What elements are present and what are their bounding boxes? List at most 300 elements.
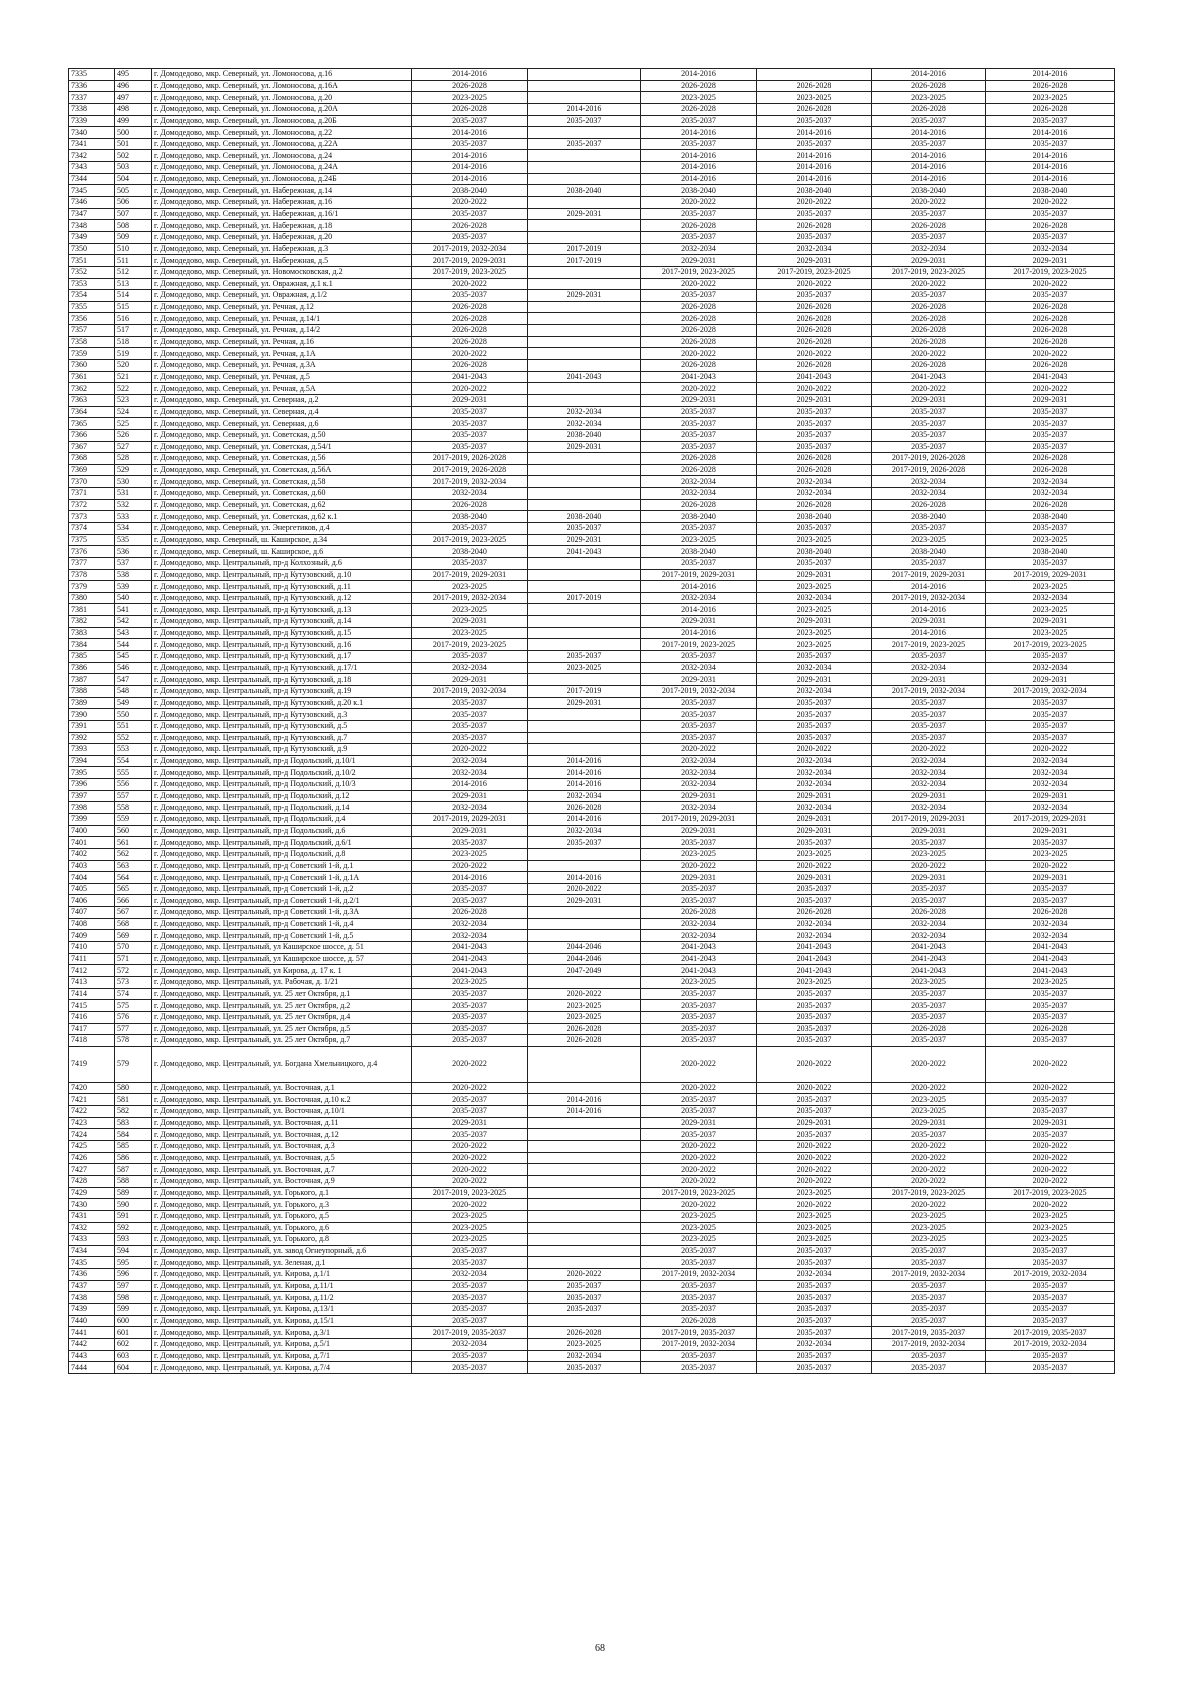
cell-row-index: 7335 [69, 69, 115, 81]
cell-period-2: 2014-2016 [528, 779, 641, 791]
cell-period-3: 2017-2019, 2029-2031 [641, 569, 757, 581]
cell-address: г. Домодедово, мкр. Центральный, ул. Горького, д.8 [152, 1234, 412, 1246]
cell-period-6: 2041-2043 [986, 953, 1115, 965]
cell-period-4: 2023-2025 [757, 1187, 872, 1199]
cell-period-4: 2026-2028 [757, 220, 872, 232]
cell-period-4: 2020-2022 [757, 1152, 872, 1164]
table-row [69, 685, 1115, 697]
cell-row-number: 555 [115, 767, 152, 779]
cell-period-3: 2035-2037 [641, 1245, 757, 1257]
cell-row-index: 7428 [69, 1175, 115, 1187]
cell-address: г. Домодедово, мкр. Центральный, ул. Горького, д.6 [152, 1222, 412, 1234]
cell-row-index: 7385 [69, 651, 115, 663]
cell-period-3: 2017-2019, 2035-2037 [641, 1327, 757, 1339]
cell-period-4: 2020-2022 [757, 278, 872, 290]
table-row [69, 1141, 1115, 1153]
cell-period-5: 2032-2034 [872, 779, 986, 791]
cell-row-index: 7427 [69, 1164, 115, 1176]
table-row [69, 907, 1115, 919]
cell-address: г. Домодедово, мкр. Северный, ул. Новомосковская, д.2 [152, 266, 412, 278]
cell-period-1: 2035-2037 [412, 837, 528, 849]
cell-period-3: 2041-2043 [641, 371, 757, 383]
table-row [69, 1245, 1115, 1257]
table-row [69, 394, 1115, 406]
cell-period-4: 2035-2037 [757, 1000, 872, 1012]
cell-period-2 [528, 1129, 641, 1141]
cell-period-1: 2032-2034 [412, 802, 528, 814]
cell-period-5: 2035-2037 [872, 1280, 986, 1292]
cell-period-2: 2035-2037 [528, 1362, 641, 1374]
cell-period-2 [528, 557, 641, 569]
cell-row-number: 531 [115, 488, 152, 500]
cell-period-6: 2035-2037 [986, 1257, 1115, 1269]
cell-period-5: 2014-2016 [872, 150, 986, 162]
cell-address: г. Домодедово, мкр. Центральный, ул. Горького, д.5 [152, 1210, 412, 1222]
cell-period-2: 2026-2028 [528, 802, 641, 814]
cell-period-3: 2038-2040 [641, 511, 757, 523]
cell-period-1: 2026-2028 [412, 301, 528, 313]
cell-period-5: 2032-2034 [872, 918, 986, 930]
cell-row-number: 522 [115, 383, 152, 395]
cell-period-6: 2017-2019, 2032-2034 [986, 1269, 1115, 1281]
cell-period-3: 2020-2022 [641, 383, 757, 395]
cell-row-index: 7383 [69, 627, 115, 639]
cell-period-3: 2017-2019, 2023-2025 [641, 639, 757, 651]
cell-period-2: 2035-2037 [528, 651, 641, 663]
cell-period-2 [528, 1152, 641, 1164]
cell-period-6: 2041-2043 [986, 942, 1115, 954]
cell-period-6: 2026-2028 [986, 907, 1115, 919]
cell-address: г. Домодедово, мкр. Центральный, пр-д Кутузовский, д.9 [152, 744, 412, 756]
cell-row-index: 7361 [69, 371, 115, 383]
cell-period-2: 2026-2028 [528, 1023, 641, 1035]
cell-period-1: 2035-2037 [412, 208, 528, 220]
cell-period-2 [528, 616, 641, 628]
cell-period-5: 2023-2025 [872, 1234, 986, 1246]
cell-period-4: 2035-2037 [757, 732, 872, 744]
cell-row-number: 570 [115, 942, 152, 954]
cell-period-1: 2035-2037 [412, 1315, 528, 1327]
cell-period-5: 2035-2037 [872, 651, 986, 663]
cell-period-6: 2023-2025 [986, 627, 1115, 639]
cell-period-5: 2014-2016 [872, 127, 986, 139]
cell-period-1: 2017-2019, 2029-2031 [412, 569, 528, 581]
cell-address: г. Домодедово, мкр. Северный, ул. Ломоносова, д.24Б [152, 173, 412, 185]
cell-period-6: 2029-2031 [986, 790, 1115, 802]
cell-period-6: 2026-2028 [986, 453, 1115, 465]
table-row [69, 848, 1115, 860]
cell-period-5: 2017-2019, 2032-2034 [872, 592, 986, 604]
cell-period-1: 2035-2037 [412, 1011, 528, 1023]
cell-address: г. Домодедово, мкр. Центральный, пр-д Кутузовский, д.17/1 [152, 662, 412, 674]
cell-row-number: 581 [115, 1094, 152, 1106]
cell-period-4: 2020-2022 [757, 1175, 872, 1187]
cell-row-index: 7342 [69, 150, 115, 162]
cell-row-number: 540 [115, 592, 152, 604]
cell-period-1: 2035-2037 [412, 1094, 528, 1106]
cell-row-number: 518 [115, 336, 152, 348]
cell-period-1: 2041-2043 [412, 942, 528, 954]
cell-period-2 [528, 313, 641, 325]
cell-row-number: 587 [115, 1164, 152, 1176]
cell-period-2: 2029-2031 [528, 534, 641, 546]
cell-period-3: 2032-2034 [641, 662, 757, 674]
cell-row-index: 7353 [69, 278, 115, 290]
cell-period-2: 2047-2049 [528, 965, 641, 977]
cell-period-1: 2026-2028 [412, 220, 528, 232]
cell-period-2 [528, 301, 641, 313]
cell-period-2: 2023-2025 [528, 1000, 641, 1012]
cell-period-6: 2017-2019, 2023-2025 [986, 266, 1115, 278]
cell-period-3: 2035-2037 [641, 720, 757, 732]
cell-period-3: 2020-2022 [641, 1046, 757, 1082]
cell-period-1: 2032-2034 [412, 1269, 528, 1281]
cell-period-4: 2023-2025 [757, 1222, 872, 1234]
cell-period-5: 2020-2022 [872, 1199, 986, 1211]
cell-period-4: 2026-2028 [757, 499, 872, 511]
cell-row-index: 7399 [69, 814, 115, 826]
cell-address: г. Домодедово, мкр. Центральный, ул. 25 лет Октября, д.1 [152, 988, 412, 1000]
cell-period-1: 2035-2037 [412, 522, 528, 534]
cell-period-6: 2032-2034 [986, 802, 1115, 814]
cell-row-index: 7369 [69, 464, 115, 476]
cell-period-4: 2035-2037 [757, 522, 872, 534]
cell-address: г. Домодедово, мкр. Центральный, пр-д Советский 1-й, д.3А [152, 907, 412, 919]
cell-period-2: 2026-2028 [528, 1035, 641, 1047]
cell-period-6: 2020-2022 [986, 278, 1115, 290]
cell-period-1: 2038-2040 [412, 546, 528, 558]
cell-period-2: 2044-2046 [528, 942, 641, 954]
cell-period-6: 2035-2037 [986, 732, 1115, 744]
cell-period-5: 2017-2019, 2029-2031 [872, 814, 986, 826]
cell-row-number: 589 [115, 1187, 152, 1199]
cell-period-2 [528, 499, 641, 511]
table-row [69, 569, 1115, 581]
cell-row-index: 7406 [69, 895, 115, 907]
cell-address: г. Домодедово, мкр. Северный, ул. Речная, д.1А [152, 348, 412, 360]
cell-address: г. Домодедово, мкр. Северный, ул. Ломоносова, д.20 [152, 92, 412, 104]
cell-row-index: 7444 [69, 1362, 115, 1374]
cell-row-index: 7422 [69, 1106, 115, 1118]
cell-period-2 [528, 1222, 641, 1234]
table-row [69, 1303, 1115, 1315]
cell-period-5: 2035-2037 [872, 1129, 986, 1141]
cell-address: г. Домодедово, мкр. Центральный, пр-д Советский 1-й, д.4 [152, 918, 412, 930]
cell-period-1: 2014-2016 [412, 872, 528, 884]
cell-period-1: 2023-2025 [412, 1234, 528, 1246]
table-row [69, 755, 1115, 767]
cell-period-2 [528, 266, 641, 278]
cell-row-number: 590 [115, 1199, 152, 1211]
cell-period-5: 2014-2016 [872, 627, 986, 639]
cell-period-5: 2035-2037 [872, 1292, 986, 1304]
cell-period-5: 2035-2037 [872, 1303, 986, 1315]
cell-row-number: 562 [115, 848, 152, 860]
cell-period-6: 2020-2022 [986, 744, 1115, 756]
cell-period-3: 2035-2037 [641, 1350, 757, 1362]
cell-period-4: 2035-2037 [757, 406, 872, 418]
cell-row-index: 7437 [69, 1280, 115, 1292]
cell-period-6: 2035-2037 [986, 651, 1115, 663]
cell-period-2: 2029-2031 [528, 208, 641, 220]
cell-row-number: 577 [115, 1023, 152, 1035]
cell-period-3: 2035-2037 [641, 1011, 757, 1023]
cell-row-index: 7431 [69, 1210, 115, 1222]
cell-address: г. Домодедово, мкр. Центральный, пр-д Подольский, д.4 [152, 814, 412, 826]
cell-period-3: 2032-2034 [641, 488, 757, 500]
cell-period-4: 2035-2037 [757, 1257, 872, 1269]
cell-row-index: 7413 [69, 976, 115, 988]
cell-period-4: 2032-2034 [757, 767, 872, 779]
cell-period-2: 2032-2034 [528, 418, 641, 430]
cell-period-6: 2035-2037 [986, 1011, 1115, 1023]
cell-period-6: 2032-2034 [986, 918, 1115, 930]
cell-period-3: 2026-2028 [641, 464, 757, 476]
cell-period-1: 2014-2016 [412, 173, 528, 185]
cell-period-1: 2041-2043 [412, 965, 528, 977]
cell-period-4: 2023-2025 [757, 1234, 872, 1246]
table-row [69, 872, 1115, 884]
cell-period-4: 2035-2037 [757, 429, 872, 441]
cell-period-5: 2035-2037 [872, 441, 986, 453]
cell-row-number: 519 [115, 348, 152, 360]
table-row [69, 1046, 1115, 1082]
cell-period-3: 2026-2028 [641, 336, 757, 348]
cell-period-5: 2035-2037 [872, 1350, 986, 1362]
cell-row-number: 566 [115, 895, 152, 907]
cell-row-index: 7368 [69, 453, 115, 465]
cell-period-1: 2035-2037 [412, 429, 528, 441]
cell-period-3: 2035-2037 [641, 837, 757, 849]
cell-period-3: 2026-2028 [641, 325, 757, 337]
table-row [69, 92, 1115, 104]
cell-period-6: 2023-2025 [986, 581, 1115, 593]
cell-period-4: 2038-2040 [757, 185, 872, 197]
table-row [69, 860, 1115, 872]
cell-address: г. Домодедово, мкр. Центральный, ул. Восточная, д.5 [152, 1152, 412, 1164]
cell-address: г. Домодедово, мкр. Северный, ул. Ломоносова, д.16А [152, 80, 412, 92]
cell-period-4: 2038-2040 [757, 546, 872, 558]
table-row [69, 965, 1115, 977]
cell-period-2 [528, 1199, 641, 1211]
cell-period-3: 2035-2037 [641, 522, 757, 534]
cell-period-5: 2032-2034 [872, 767, 986, 779]
cell-address: г. Домодедово, мкр. Центральный, ул. Кирова, д.11/2 [152, 1292, 412, 1304]
cell-period-2 [528, 278, 641, 290]
cell-period-3: 2029-2031 [641, 1117, 757, 1129]
cell-row-index: 7362 [69, 383, 115, 395]
cell-row-number: 520 [115, 360, 152, 372]
cell-period-4: 2035-2037 [757, 231, 872, 243]
cell-period-5: 2029-2031 [872, 1117, 986, 1129]
cell-period-6: 2026-2028 [986, 103, 1115, 115]
cell-period-5: 2029-2031 [872, 674, 986, 686]
cell-row-number: 554 [115, 755, 152, 767]
cell-period-1: 2035-2037 [412, 115, 528, 127]
cell-period-4: 2035-2037 [757, 557, 872, 569]
cell-period-6: 2026-2028 [986, 1023, 1115, 1035]
cell-row-number: 535 [115, 534, 152, 546]
cell-period-1: 2026-2028 [412, 325, 528, 337]
cell-period-3: 2032-2034 [641, 930, 757, 942]
cell-period-2: 2020-2022 [528, 1269, 641, 1281]
cell-period-1: 2041-2043 [412, 953, 528, 965]
cell-period-1: 2020-2022 [412, 197, 528, 209]
cell-period-6: 2020-2022 [986, 1175, 1115, 1187]
cell-period-1: 2020-2022 [412, 860, 528, 872]
table-row [69, 604, 1115, 616]
cell-period-6: 2038-2040 [986, 546, 1115, 558]
table-row [69, 534, 1115, 546]
cell-period-4: 2035-2037 [757, 1106, 872, 1118]
cell-row-number: 571 [115, 953, 152, 965]
cell-address: г. Домодедово, мкр. Центральный, ул. Кирова, д.11/1 [152, 1280, 412, 1292]
cell-row-index: 7357 [69, 325, 115, 337]
cell-row-number: 600 [115, 1315, 152, 1327]
cell-row-number: 550 [115, 709, 152, 721]
table-row [69, 243, 1115, 255]
cell-row-number: 548 [115, 685, 152, 697]
cell-period-3: 2026-2028 [641, 301, 757, 313]
cell-period-5: 2029-2031 [872, 616, 986, 628]
cell-period-3: 2017-2019, 2023-2025 [641, 1187, 757, 1199]
cell-address: г. Домодедово, мкр. Центральный, пр-д Подольский, д.12 [152, 790, 412, 802]
table-row [69, 127, 1115, 139]
table-row [69, 406, 1115, 418]
cell-row-number: 542 [115, 616, 152, 628]
cell-period-6: 2032-2034 [986, 767, 1115, 779]
cell-period-2: 2032-2034 [528, 790, 641, 802]
cell-row-index: 7388 [69, 685, 115, 697]
cell-period-4: 2035-2037 [757, 1303, 872, 1315]
table-row [69, 1280, 1115, 1292]
cell-address: г. Домодедово, мкр. Центральный, ул. 25 лет Октября, д.7 [152, 1035, 412, 1047]
cell-period-3: 2026-2028 [641, 1315, 757, 1327]
cell-row-index: 7381 [69, 604, 115, 616]
cell-row-number: 496 [115, 80, 152, 92]
table-row [69, 313, 1115, 325]
cell-period-2 [528, 150, 641, 162]
cell-row-index: 7358 [69, 336, 115, 348]
cell-row-index: 7338 [69, 103, 115, 115]
table-row [69, 837, 1115, 849]
cell-period-6: 2035-2037 [986, 1129, 1115, 1141]
cell-row-number: 516 [115, 313, 152, 325]
table-row [69, 453, 1115, 465]
cell-row-index: 7409 [69, 930, 115, 942]
cell-address: г. Домодедово, мкр. Северный, ул. Ломоносова, д.24А [152, 162, 412, 174]
cell-address: г. Домодедово, мкр. Северный, ул. Набережная, д.20 [152, 231, 412, 243]
cell-row-index: 7418 [69, 1035, 115, 1047]
cell-address: г. Домодедово, мкр. Северный, ул. Ломоносова, д.22А [152, 138, 412, 150]
cell-row-number: 601 [115, 1327, 152, 1339]
table-row [69, 1164, 1115, 1176]
cell-row-index: 7417 [69, 1023, 115, 1035]
cell-period-1: 2035-2037 [412, 988, 528, 1000]
cell-period-5: 2020-2022 [872, 1152, 986, 1164]
cell-period-1: 2029-2031 [412, 674, 528, 686]
table-row [69, 1338, 1115, 1350]
cell-period-6: 2023-2025 [986, 92, 1115, 104]
cell-row-number: 574 [115, 988, 152, 1000]
cell-period-3: 2035-2037 [641, 1257, 757, 1269]
cell-period-5: 2017-2019, 2029-2031 [872, 569, 986, 581]
cell-period-1: 2035-2037 [412, 1245, 528, 1257]
cell-period-1: 2014-2016 [412, 69, 528, 81]
cell-row-number: 536 [115, 546, 152, 558]
cell-period-6: 2029-2031 [986, 255, 1115, 267]
cell-period-4: 2029-2031 [757, 616, 872, 628]
table-row [69, 301, 1115, 313]
table-row [69, 220, 1115, 232]
cell-period-1: 2017-2019, 2026-2028 [412, 453, 528, 465]
cell-address: г. Домодедово, мкр. Центральный, ул. Кирова, д.7/1 [152, 1350, 412, 1362]
cell-period-2 [528, 197, 641, 209]
cell-period-4 [757, 69, 872, 81]
cell-period-2 [528, 173, 641, 185]
cell-period-5: 2035-2037 [872, 1000, 986, 1012]
cell-address: г. Домодедово, мкр. Центральный, пр-д Кутузовский, д.10 [152, 569, 412, 581]
cell-period-3: 2029-2031 [641, 872, 757, 884]
cell-address: г. Домодедово, мкр. Центральный, пр-д Подольский, д.8 [152, 848, 412, 860]
cell-period-3: 2026-2028 [641, 313, 757, 325]
cell-period-3: 2026-2028 [641, 907, 757, 919]
cell-period-2: 2035-2037 [528, 1292, 641, 1304]
cell-period-4: 2035-2037 [757, 651, 872, 663]
table-row [69, 592, 1115, 604]
cell-period-1: 2023-2025 [412, 1222, 528, 1234]
cell-row-number: 507 [115, 208, 152, 220]
table-row [69, 1175, 1115, 1187]
cell-period-5: 2038-2040 [872, 511, 986, 523]
cell-row-index: 7356 [69, 313, 115, 325]
cell-row-number: 579 [115, 1046, 152, 1082]
cell-period-2: 2029-2031 [528, 290, 641, 302]
table-row [69, 1011, 1115, 1023]
table-row [69, 360, 1115, 372]
cell-period-4: 2035-2037 [757, 1350, 872, 1362]
cell-address: г. Домодедово, мкр. Центральный, пр-д Колхозный, д.6 [152, 557, 412, 569]
cell-period-1: 2035-2037 [412, 406, 528, 418]
cell-period-5: 2026-2028 [872, 325, 986, 337]
cell-period-1: 2020-2022 [412, 383, 528, 395]
cell-period-4: 2035-2037 [757, 208, 872, 220]
cell-period-2 [528, 1234, 641, 1246]
cell-period-4: 2035-2037 [757, 1327, 872, 1339]
cell-period-3: 2032-2034 [641, 802, 757, 814]
cell-row-number: 508 [115, 220, 152, 232]
cell-row-number: 506 [115, 197, 152, 209]
cell-period-1: 2023-2025 [412, 1210, 528, 1222]
cell-row-number: 547 [115, 674, 152, 686]
table-row [69, 162, 1115, 174]
cell-period-6: 2023-2025 [986, 534, 1115, 546]
cell-address: г. Домодедово, мкр. Центральный, пр-д Кутузовский, д.7 [152, 732, 412, 744]
cell-row-index: 7352 [69, 266, 115, 278]
cell-period-6: 2029-2031 [986, 394, 1115, 406]
cell-address: г. Домодедово, мкр. Северный, ул. Советская, д.58 [152, 476, 412, 488]
cell-period-6: 2023-2025 [986, 976, 1115, 988]
cell-period-1: 2017-2019, 2023-2025 [412, 266, 528, 278]
cell-period-3: 2029-2031 [641, 790, 757, 802]
cell-period-6: 2038-2040 [986, 185, 1115, 197]
cell-row-number: 546 [115, 662, 152, 674]
cell-period-3: 2032-2034 [641, 592, 757, 604]
cell-period-1: 2020-2022 [412, 1175, 528, 1187]
cell-period-6: 2035-2037 [986, 1000, 1115, 1012]
cell-period-4: 2041-2043 [757, 965, 872, 977]
cell-period-3: 2032-2034 [641, 476, 757, 488]
